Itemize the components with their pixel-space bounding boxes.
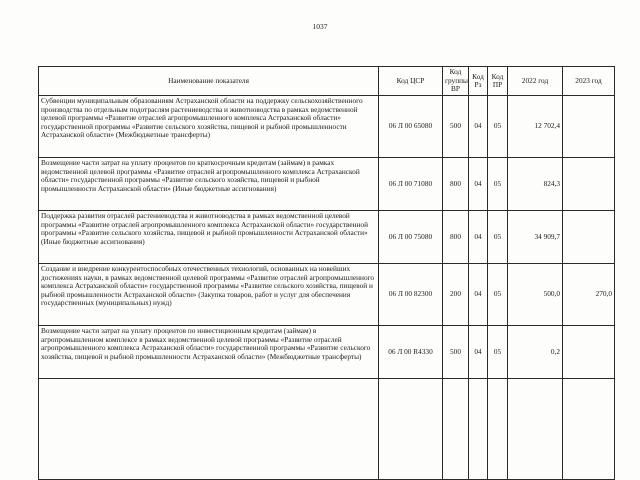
- row-pr: 05: [488, 96, 508, 158]
- row-2022: 0,2: [508, 326, 563, 379]
- row-pr: 05: [488, 211, 508, 264]
- table-row: [39, 264, 615, 326]
- header-vr: Код группы ВР: [443, 67, 469, 96]
- header-name: Наименование показателя: [39, 67, 379, 96]
- row-2023: 270,0: [563, 264, 615, 326]
- row-name: Создание и внедрение конкурентоспособных отечественных технологий, основанных на новейших достижениях науки, в рамках ведомственной целевой программы «Развитие отраслей агропромышленного комплекса Астраханской области» государственной программы «Развитие сельского хозяйства, пищевой и рыбной промышленности Астраханской области» (Закупка товаров, работ и услуг для обеспечения государственных (муниципальных) нужд): [39, 264, 379, 326]
- row-csr: 06 Л 00 R4330: [379, 326, 443, 379]
- row-2022: 824,3: [508, 158, 563, 211]
- row-vr: 200: [443, 264, 469, 326]
- page-number: 1037: [312, 22, 328, 31]
- row-2022: 12 702,4: [508, 96, 563, 158]
- row-2022: 34 909,7: [508, 211, 563, 264]
- row-rz: 04: [469, 96, 488, 158]
- row-rz: 04: [469, 326, 488, 379]
- row-pr: 05: [488, 326, 508, 379]
- row-pr: 05: [488, 264, 508, 326]
- row-2022: 500,0: [508, 264, 563, 326]
- header-pr: Код ПР: [488, 67, 508, 96]
- row-rz: 04: [469, 158, 488, 211]
- row-name: Поддержка развития отраслей растениеводства и животноводства в рамках ведомственной целевой программы «Развитие отраслей агропромышленного комплекса Астраханской области» государственной программы «Развитие сельского хозяйства, пищевой и рыбной промышленности Астраханской области» (Иные бюджетные ассигнования): [39, 211, 379, 264]
- row-rz: 04: [469, 211, 488, 264]
- header-rz: Код Рз: [469, 67, 488, 96]
- row-name: Возмещение части затрат на уплату процентов по краткосрочным кредитам (займам) в рамках ведомственной целевой программы «Развитие отраслей агропромышленного комплекса Астраханской области» государственной программы «Развитие сельского хозяйства, пищевой и рыбной промышленности Астраханской области» (Иные бюджетные ассигнования): [39, 158, 379, 211]
- header-2022: 2022 год: [508, 67, 563, 96]
- row-csr: 06 Л 00 65080: [379, 96, 443, 158]
- row-2023: [563, 326, 615, 379]
- row-2023: [563, 158, 615, 211]
- row-vr: 500: [443, 96, 469, 158]
- table-header-row: [39, 67, 615, 96]
- table-row: [39, 326, 615, 379]
- row-2023: [563, 211, 615, 264]
- row-csr: 06 Л 00 71080: [379, 158, 443, 211]
- row-pr: 05: [488, 158, 508, 211]
- row-2023: [563, 96, 615, 158]
- header-csr: Код ЦСР: [379, 67, 443, 96]
- row-rz: 04: [469, 264, 488, 326]
- row-csr: 06 Л 00 82300: [379, 264, 443, 326]
- table-row: [39, 96, 615, 158]
- row-vr: 500: [443, 326, 469, 379]
- table-continuation: [39, 379, 615, 480]
- table-row: [39, 211, 615, 264]
- row-csr: 06 Л 00 75080: [379, 211, 443, 264]
- row-vr: 800: [443, 211, 469, 264]
- budget-table: [38, 66, 615, 480]
- header-2023: 2023 год: [563, 67, 615, 96]
- row-vr: 800: [443, 158, 469, 211]
- table-row: [39, 158, 615, 211]
- row-name: Субвенции муниципальным образованиям Астраханской области на поддержку сельскохозяйственного производства по отдельным подотраслям растениеводства и животноводства в рамках ведомственной целевой программы «Развитие отраслей агропромышленного комплекса Астраханской области» государственной программы «Развитие сельского хозяйства, пищевой и рыбной промышленности Астраханской области» (Межбюджетные трансферты): [39, 96, 379, 158]
- row-name: Возмещение части затрат на уплату процентов по инвестиционным кредитам (займам) в агропромышленном комплексе в рамках ведомственной целевой программы «Развитие отраслей агропромышленного комплекса Астраханской области» государственной программы «Развитие сельского хозяйства, пищевой и рыбной промышленности Астраханской области» (Межбюджетные трансферты): [39, 326, 379, 379]
